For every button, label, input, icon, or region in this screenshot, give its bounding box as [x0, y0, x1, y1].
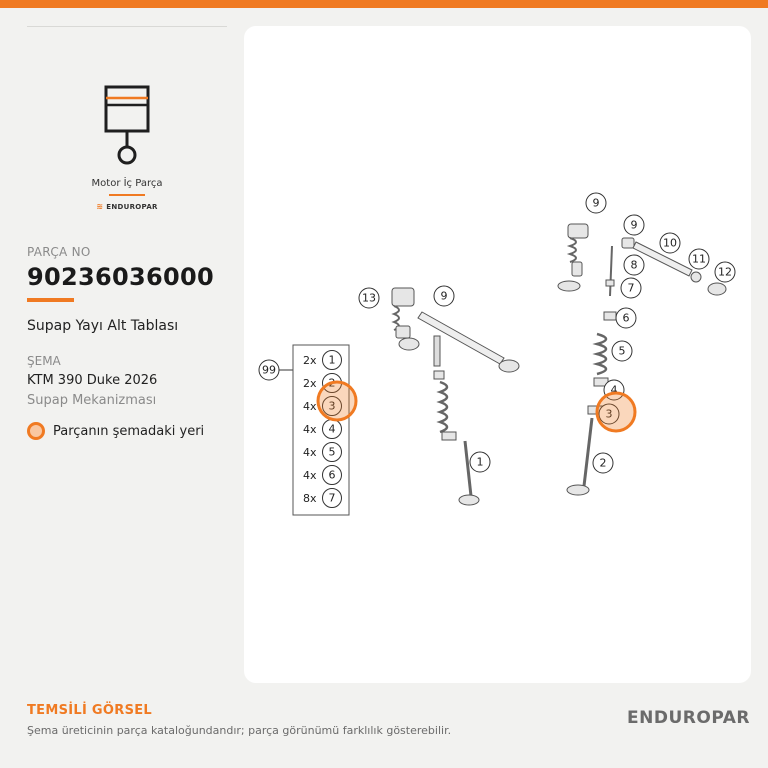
callout-2 [593, 453, 613, 473]
callout-5 [612, 341, 632, 361]
schema-model: KTM 390 Duke 2026 [27, 373, 158, 388]
piston-icon [103, 84, 151, 166]
callout-9-right [624, 215, 644, 235]
svg-text:11: 11 [692, 252, 706, 266]
callout-9-top [586, 193, 606, 213]
svg-text:5: 5 [328, 445, 336, 459]
sidebar-divider [27, 26, 227, 27]
callout-6 [616, 308, 636, 328]
kit-qty: 8x [303, 492, 317, 505]
svg-text:1: 1 [328, 353, 336, 367]
svg-text:7: 7 [627, 281, 635, 295]
svg-text:10: 10 [663, 236, 677, 250]
top-accent-bar [0, 0, 768, 8]
svg-text:7: 7 [328, 491, 336, 505]
legend-text: Parçanın şemadaki yeri [53, 423, 205, 439]
footer-brand: ENDUROPAR [627, 708, 750, 728]
part-number-underline [27, 298, 74, 302]
highlight-marker-diagram [597, 393, 635, 431]
brand-logo-text: ENDUROPAR [106, 202, 158, 211]
kit-ref-callout [323, 466, 342, 485]
exploded-diagram [244, 26, 751, 683]
part-number: 90236036000 [27, 263, 214, 291]
svg-text:3: 3 [328, 399, 336, 413]
kit-ref-callout [323, 351, 342, 370]
svg-text:9: 9 [630, 218, 638, 232]
svg-text:9: 9 [592, 196, 600, 210]
svg-text:1: 1 [476, 455, 484, 469]
callout-8 [624, 255, 644, 275]
svg-text:2: 2 [599, 456, 607, 470]
callout-11 [689, 249, 709, 269]
callout-7 [621, 278, 641, 298]
category-label: Motor İç Parça [91, 178, 163, 189]
highlight-marker-kit [318, 382, 356, 420]
svg-text:6: 6 [328, 468, 336, 482]
svg-text:9: 9 [440, 289, 448, 303]
svg-text:13: 13 [362, 291, 376, 305]
kit-qty: 2x [303, 377, 317, 390]
brand-logo-small [27, 202, 227, 211]
kit-qty: 2x [303, 354, 317, 367]
svg-text:3: 3 [605, 407, 613, 421]
kit-ref-callout [323, 420, 342, 439]
location-legend [27, 422, 204, 440]
highlight-marker-icon [27, 422, 45, 440]
kit-callout-99 [259, 360, 279, 380]
schema-label: ŞEMA [27, 354, 61, 368]
callout-12 [715, 262, 735, 282]
category-logo [27, 84, 227, 211]
callout-13 [359, 288, 379, 308]
callout-9-left [434, 286, 454, 306]
kit-ref-callout [323, 443, 342, 462]
callout-10 [660, 233, 680, 253]
kit-qty: 4x [303, 400, 317, 413]
svg-text:8: 8 [630, 258, 638, 272]
left-valve-assembly [392, 288, 519, 505]
part-name: Supap Yayı Alt Tablası [27, 318, 179, 334]
kit-qty: 4x [303, 423, 317, 436]
svg-text:5: 5 [618, 344, 626, 358]
svg-text:12: 12 [718, 265, 732, 279]
svg-text:4: 4 [328, 422, 336, 436]
svg-text:99: 99 [262, 363, 276, 377]
diagram-panel [244, 26, 751, 683]
callout-1 [470, 452, 490, 472]
footer-title: TEMSİLİ GÖRSEL [27, 703, 152, 718]
svg-text:6: 6 [622, 311, 630, 325]
svg-text:2: 2 [328, 376, 336, 390]
footer-note: Şema üreticinin parça kataloğundandır; parça görünümü farklılık gösterebilir. [27, 724, 452, 737]
kit-qty: 4x [303, 446, 317, 459]
category-underline [109, 194, 145, 196]
part-number-label: PARÇA NO [27, 245, 91, 259]
kit-ref-callout [323, 489, 342, 508]
svg-text:4: 4 [610, 383, 618, 397]
schema-group: Supap Mekanizması [27, 393, 157, 408]
kit-qty: 4x [303, 469, 317, 482]
brand-mark-icon: ≋ [96, 202, 104, 211]
